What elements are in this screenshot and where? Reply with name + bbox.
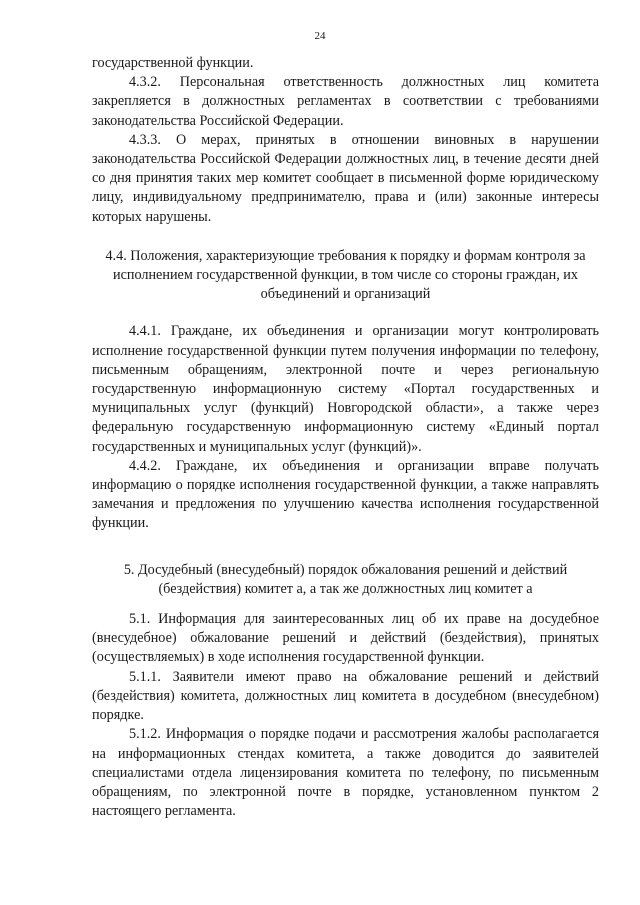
paragraph-5-1-1: 5.1.1. Заявители имеют право на обжалование решений и действий (бездействия) комитета, должностных лиц комитета в досудебном (внесудебном) порядке. xyxy=(92,668,599,724)
paragraph-4-3-2: 4.3.2. Персональная ответственность должностных лиц комитета закрепляется в должностных регламентах в соответствии с требованиями законодательства Российской Федерации. xyxy=(92,74,599,129)
paragraph-4-4-1: 4.4.1. Граждане, их объединения и организации могут контролировать исполнение государственной функции путем получения информации по телефону, письменным обращениям, электронной почте и через региональную государственную информационную систему «Портал государственных и муниципальных услуг (функций) Новгородской области», а также через федеральную государственную информационную систему «Единый портал государственных и муниципальных услуг (функций)». xyxy=(92,323,599,455)
paragraph-5-1-2: 5.1.2. Информация о порядке подачи и рассмотрения жалобы располагается на информационных стендах комитета, а также доводится до заявителей специалистами отдела лицензирования комитета по телефону, по письменным обращениям, по электронной почте в порядке, установленном пунктом 2 настоящего регламента. xyxy=(92,726,599,820)
page-number: 24 xyxy=(314,30,326,42)
paragraph-continuation: государственной функции. xyxy=(92,55,254,71)
paragraph-4-3-3: 4.3.3. О мерах, принятых в отношении виновных в нарушении законодательства Российской Федерации должностных лиц, в течение десяти дней со дня принятия таких мер комитет сообщает в письменной форме юридическому лицу, индивидуальному предпринимателю, права и (или) законные интересы которых нарушены. xyxy=(92,131,599,225)
section-heading-4-4: 4.4. Положения, характеризующие требования к порядку и формам контроля за исполнением государственной функции, в том числе со стороны граждан, их объединений и организаций xyxy=(105,247,586,303)
paragraph-5-1: 5.1. Информация для заинтересованных лиц об их праве на досудебное (внесудебное) обжалование решений и действий (бездействия), принятых (осуществляемых) в ходе исполнения государственной функции. xyxy=(92,611,599,666)
section-heading-5: 5. Досудебный (внесудебный) порядок обжалования решений и действий (бездействия) комитет а, а так же должностных лиц комитет а xyxy=(123,561,568,597)
document-body xyxy=(92,54,599,821)
paragraph-4-4-2: 4.4.2. Граждане, их объединения и организации вправе получать информацию о порядке исполнения государственной функции, а также направлять замечания и предложения по улучшению качества исполнения государственной функции. xyxy=(92,457,599,532)
